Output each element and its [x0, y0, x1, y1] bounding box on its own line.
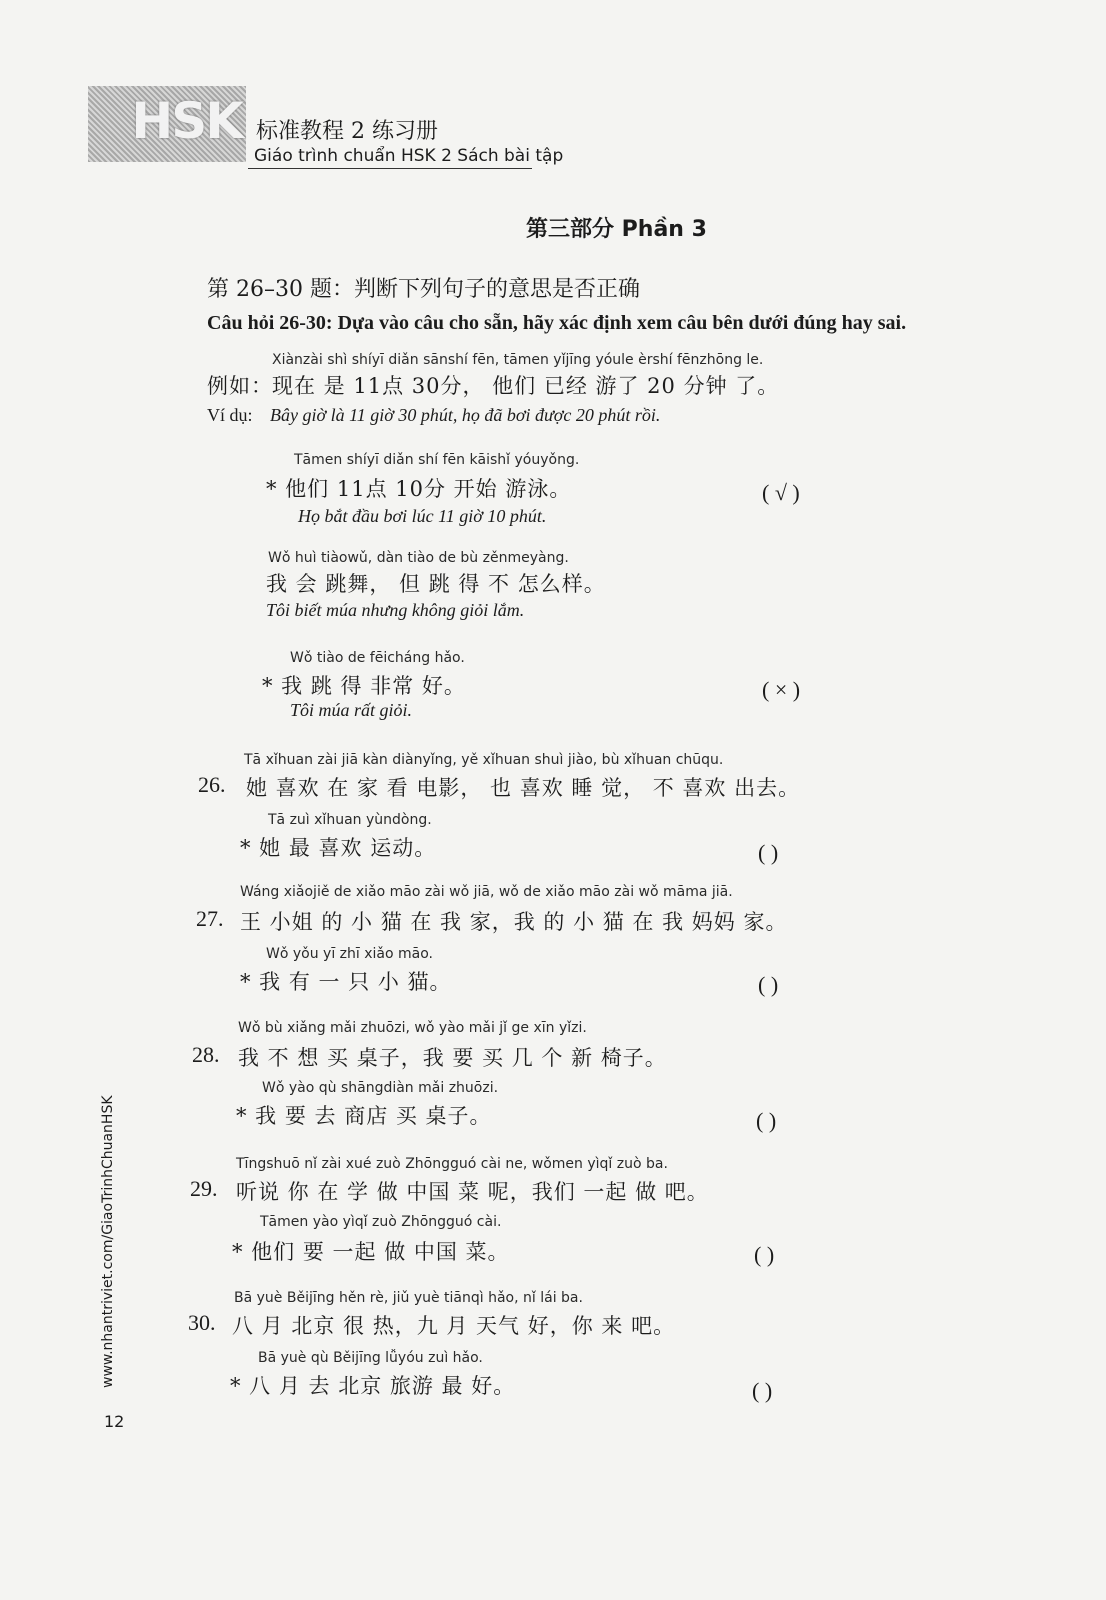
q28-sentence: 我 不 想 买 桌子，我 要 买 几 个 新 椅子。 [238, 1046, 667, 1070]
q29-sentence: 听说 你 在 学 做 中国 菜 呢，我们 一起 做 吧。 [236, 1180, 709, 1204]
q29-number: 29. [190, 1176, 218, 1201]
book-title-vietnamese: Giáo trình chuẩn HSK 2 Sách bài tập [254, 146, 564, 166]
q30-sentence: 八 月 北京 很 热，九 月 天气 好，你 来 吧。 [232, 1314, 676, 1338]
q29-statement: * 他们 要 一起 做 中国 菜。 [232, 1240, 510, 1264]
example-sentence: 现在 是 11点 30分， 他们 已经 游了 20 分钟 了。 [272, 374, 780, 398]
q27-statement-pinyin: Wǒ yǒu yī zhī xiǎo māo. [266, 946, 433, 962]
q30-pinyin: Bā yuè Běijīng hěn rè, jiǔ yuè tiānqì hǎo, nǐ lái ba. [234, 1290, 583, 1306]
hsk-logo [88, 86, 246, 162]
example-label-vietnamese: Ví dụ: [207, 405, 253, 425]
task-instruction-chinese: 第 26–30 题：判断下列句子的意思是否正确 [207, 277, 640, 302]
q30-number: 30. [188, 1310, 216, 1335]
q30-answer-box[interactable]: ( ) [752, 1378, 773, 1403]
part-title: 第三部分 Phần 3 [526, 217, 707, 242]
q26-number: 26. [198, 772, 226, 797]
header-rule [248, 168, 532, 169]
q28-pinyin: Wǒ bù xiǎng mǎi zhuōzi, wǒ yào mǎi jǐ ge xīn yǐzi. [238, 1020, 587, 1036]
q30-statement: * 八 月 去 北京 旅游 最 好。 [230, 1374, 516, 1398]
q29-answer-box[interactable]: ( ) [754, 1242, 775, 1267]
q26-statement-pinyin: Tā zuì xǐhuan yùndòng. [268, 812, 432, 828]
example-pinyin: Xiànzài shì shíyī diǎn sānshí fēn, tāmen yǐjīng yóule èrshí fēnzhōng le. [272, 352, 764, 368]
example2-statement-translation: Tôi múa rất giỏi. [290, 700, 413, 720]
example-label-chinese: 例如： [207, 374, 273, 398]
example2-statement: * 我 跳 得 非常 好。 [262, 674, 466, 698]
q27-sentence: 王 小姐 的 小 猫 在 我 家，我 的 小 猫 在 我 妈妈 家。 [240, 910, 788, 934]
example2-answer: ( × ) [762, 677, 801, 702]
example2-sentence: 我 会 跳舞， 但 跳 得 不 怎么样。 [266, 572, 606, 596]
example2-statement-pinyin: Wǒ tiào de fēicháng hǎo. [290, 650, 465, 666]
q28-statement: * 我 要 去 商店 买 桌子。 [236, 1104, 492, 1128]
example-statement-translation: Họ bắt đầu bơi lúc 11 giờ 10 phút. [298, 506, 547, 526]
q26-sentence: 她 喜欢 在 家 看 电影， 也 喜欢 睡 觉， 不 喜欢 出去。 [246, 776, 801, 800]
q29-statement-pinyin: Tāmen yào yìqǐ zuò Zhōngguó cài. [260, 1214, 502, 1230]
q30-statement-pinyin: Bā yuè qù Běijīng lǚyóu zuì hǎo. [258, 1350, 483, 1366]
task-instruction-vietnamese: Câu hỏi 26-30: Dựa vào câu cho sẵn, hãy xác định xem câu bên dưới đúng hay sai. [207, 312, 907, 334]
example2-translation: Tôi biết múa nhưng không giỏi lắm. [266, 600, 525, 620]
q26-pinyin: Tā xǐhuan zài jiā kàn diànyǐng, yě xǐhuan shuì jiào, bù xǐhuan chūqu. [244, 752, 724, 768]
q26-statement: * 她 最 喜欢 运动。 [240, 836, 437, 860]
example-statement-pinyin: Tāmen shíyī diǎn shí fēn kāishǐ yóuyǒng. [294, 452, 580, 468]
q27-statement: * 我 有 一 只 小 猫。 [240, 970, 452, 994]
example-answer: ( √ ) [762, 480, 800, 505]
q27-answer-box[interactable]: ( ) [758, 972, 779, 997]
example-translation: Bây giờ là 11 giờ 30 phút, họ đã bơi được 20 phút rồi. [270, 405, 661, 425]
book-title-chinese: 标准教程 2 练习册 [256, 119, 438, 144]
page-number: 12 [104, 1412, 125, 1431]
q26-answer-box[interactable]: ( ) [758, 840, 779, 865]
example2-pinyin: Wǒ huì tiàowǔ, dàn tiào de bù zěnmeyàng. [268, 550, 569, 566]
q29-pinyin: Tīngshuō nǐ zài xué zuò Zhōngguó cài ne, wǒmen yìqǐ zuò ba. [236, 1156, 668, 1172]
publisher-url: www.nhantriviet.com/GiaoTrinhChuanHSK [100, 1095, 116, 1388]
q27-pinyin: Wáng xiǎojiě de xiǎo māo zài wǒ jiā, wǒ de xiǎo māo zài wǒ māma jiā. [240, 884, 733, 900]
q28-number: 28. [192, 1042, 220, 1067]
example-statement: * 他们 11点 10分 开始 游泳。 [266, 477, 572, 501]
q28-statement-pinyin: Wǒ yào qù shāngdiàn mǎi zhuōzi. [262, 1080, 499, 1096]
q28-answer-box[interactable]: ( ) [756, 1108, 777, 1133]
logo-text: HSK [131, 92, 242, 150]
q27-number: 27. [196, 906, 224, 931]
